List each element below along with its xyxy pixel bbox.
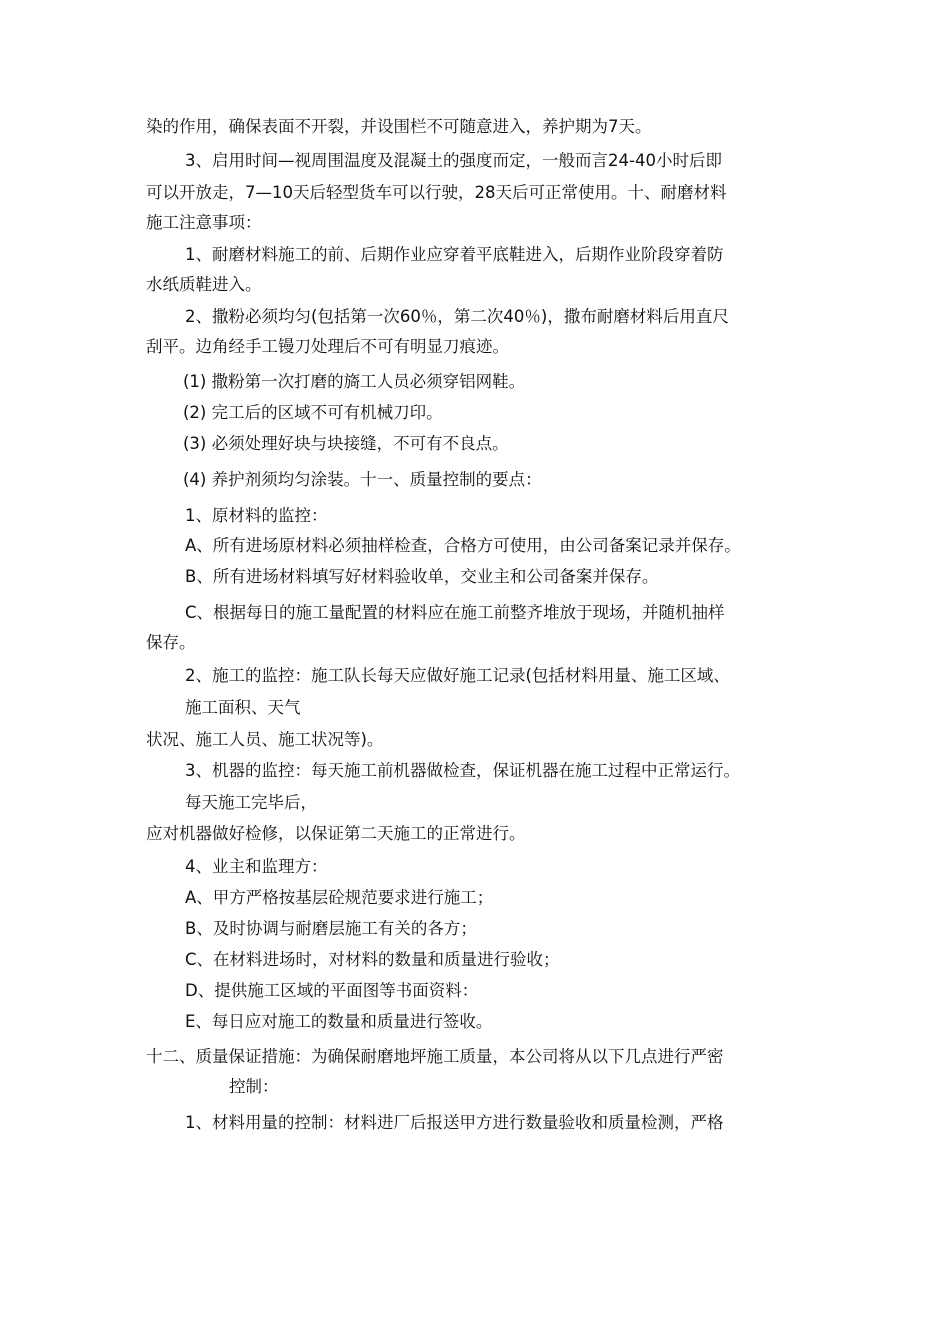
text-line: 施工注意事项： (146, 213, 262, 232)
text-line: A、甲方严格按基层砼规范要求进行施工； (185, 888, 494, 907)
text-line: D、提供施工区域的平面图等书面资料： (185, 981, 479, 1000)
text-line: E、每日应对施工的数量和质量进行签收。 (185, 1012, 493, 1031)
text-line: 十二、质量保证措施：为确保耐磨地坪施工质量，本公司将从以下几点进行严密 (146, 1047, 724, 1066)
text-line: 4、业主和监理方： (185, 857, 328, 876)
text-line: 可以开放走，7—10天后轻型货车可以行驶，28天后可正常使用。十、耐磨材料 (146, 183, 727, 202)
text-line: 1、耐磨材料施工的前、后期作业应穿着平底鞋进入，后期作业阶段穿着防 (185, 245, 724, 264)
text-line: 施工面积、天气 (185, 698, 301, 717)
text-line: 水纸质鞋进入。 (146, 275, 262, 294)
text-line: (1) 撒粉第一次打磨的旖工人员必须穿铝网鞋。 (183, 372, 526, 391)
text-line: 应对机器做好检修，以保证第二天施工的正常进行。 (146, 824, 526, 843)
text-line: 刮平。边角经手工镘刀处理后不可有明显刀痕迹。 (146, 337, 509, 356)
text-line: 3、机器的监控：每天施工前机器做检查，保证机器在施工过程中正常运行。 (185, 761, 740, 780)
text-line: B、及时协调与耐磨层施工有关的各方； (185, 919, 477, 938)
text-line: 控制： (229, 1077, 279, 1096)
text-line: 1、原材料的监控： (185, 506, 328, 525)
text-line: 状况、施工人员、施工状况等)。 (146, 730, 384, 749)
text-line: 2、撒粉必须均匀(包括第一次60％，第二次40％)，撒布耐磨材料后用直尺 (185, 307, 729, 326)
text-line: 保存。 (146, 633, 196, 652)
text-line: (4) 养护剂须均匀涂装。十一、质量控制的要点： (183, 470, 542, 489)
text-line: (3) 必须处理好块与块接缝，不可有不良点。 (183, 434, 509, 453)
text-line: 3、启用时间—视周围温度及混凝土的强度而定，一般而言24-40小时后即 (185, 151, 722, 170)
text-line: B、所有进场材料填写好材料验收单，交业主和公司备案并保存。 (185, 567, 659, 586)
text-line: 每天施工完毕后， (185, 793, 317, 812)
text-line: A、所有进场原材料必须抽样检查，合格方可使用，由公司备案记录并保存。 (185, 536, 741, 555)
text-line: C、根据每日的施工量配置的材料应在施工前整齐堆放于现场，并随机抽样 (185, 603, 725, 622)
text-line: 染的作用，确保表面不开裂，并设围栏不可随意进入，养护期为7天。 (146, 117, 652, 136)
text-line: 1、材料用量的控制：材料进厂后报送甲方进行数量验收和质量检测，严格 (185, 1113, 724, 1132)
text-line: C、在材料进场时，对材料的数量和质量进行验收； (185, 950, 560, 969)
text-line: 2、施工的监控：施工队长每天应做好施工记录(包括材料用量、施工区域、 (185, 666, 730, 685)
text-line: (2) 完工后的区域不可有机械刀印。 (183, 403, 443, 422)
